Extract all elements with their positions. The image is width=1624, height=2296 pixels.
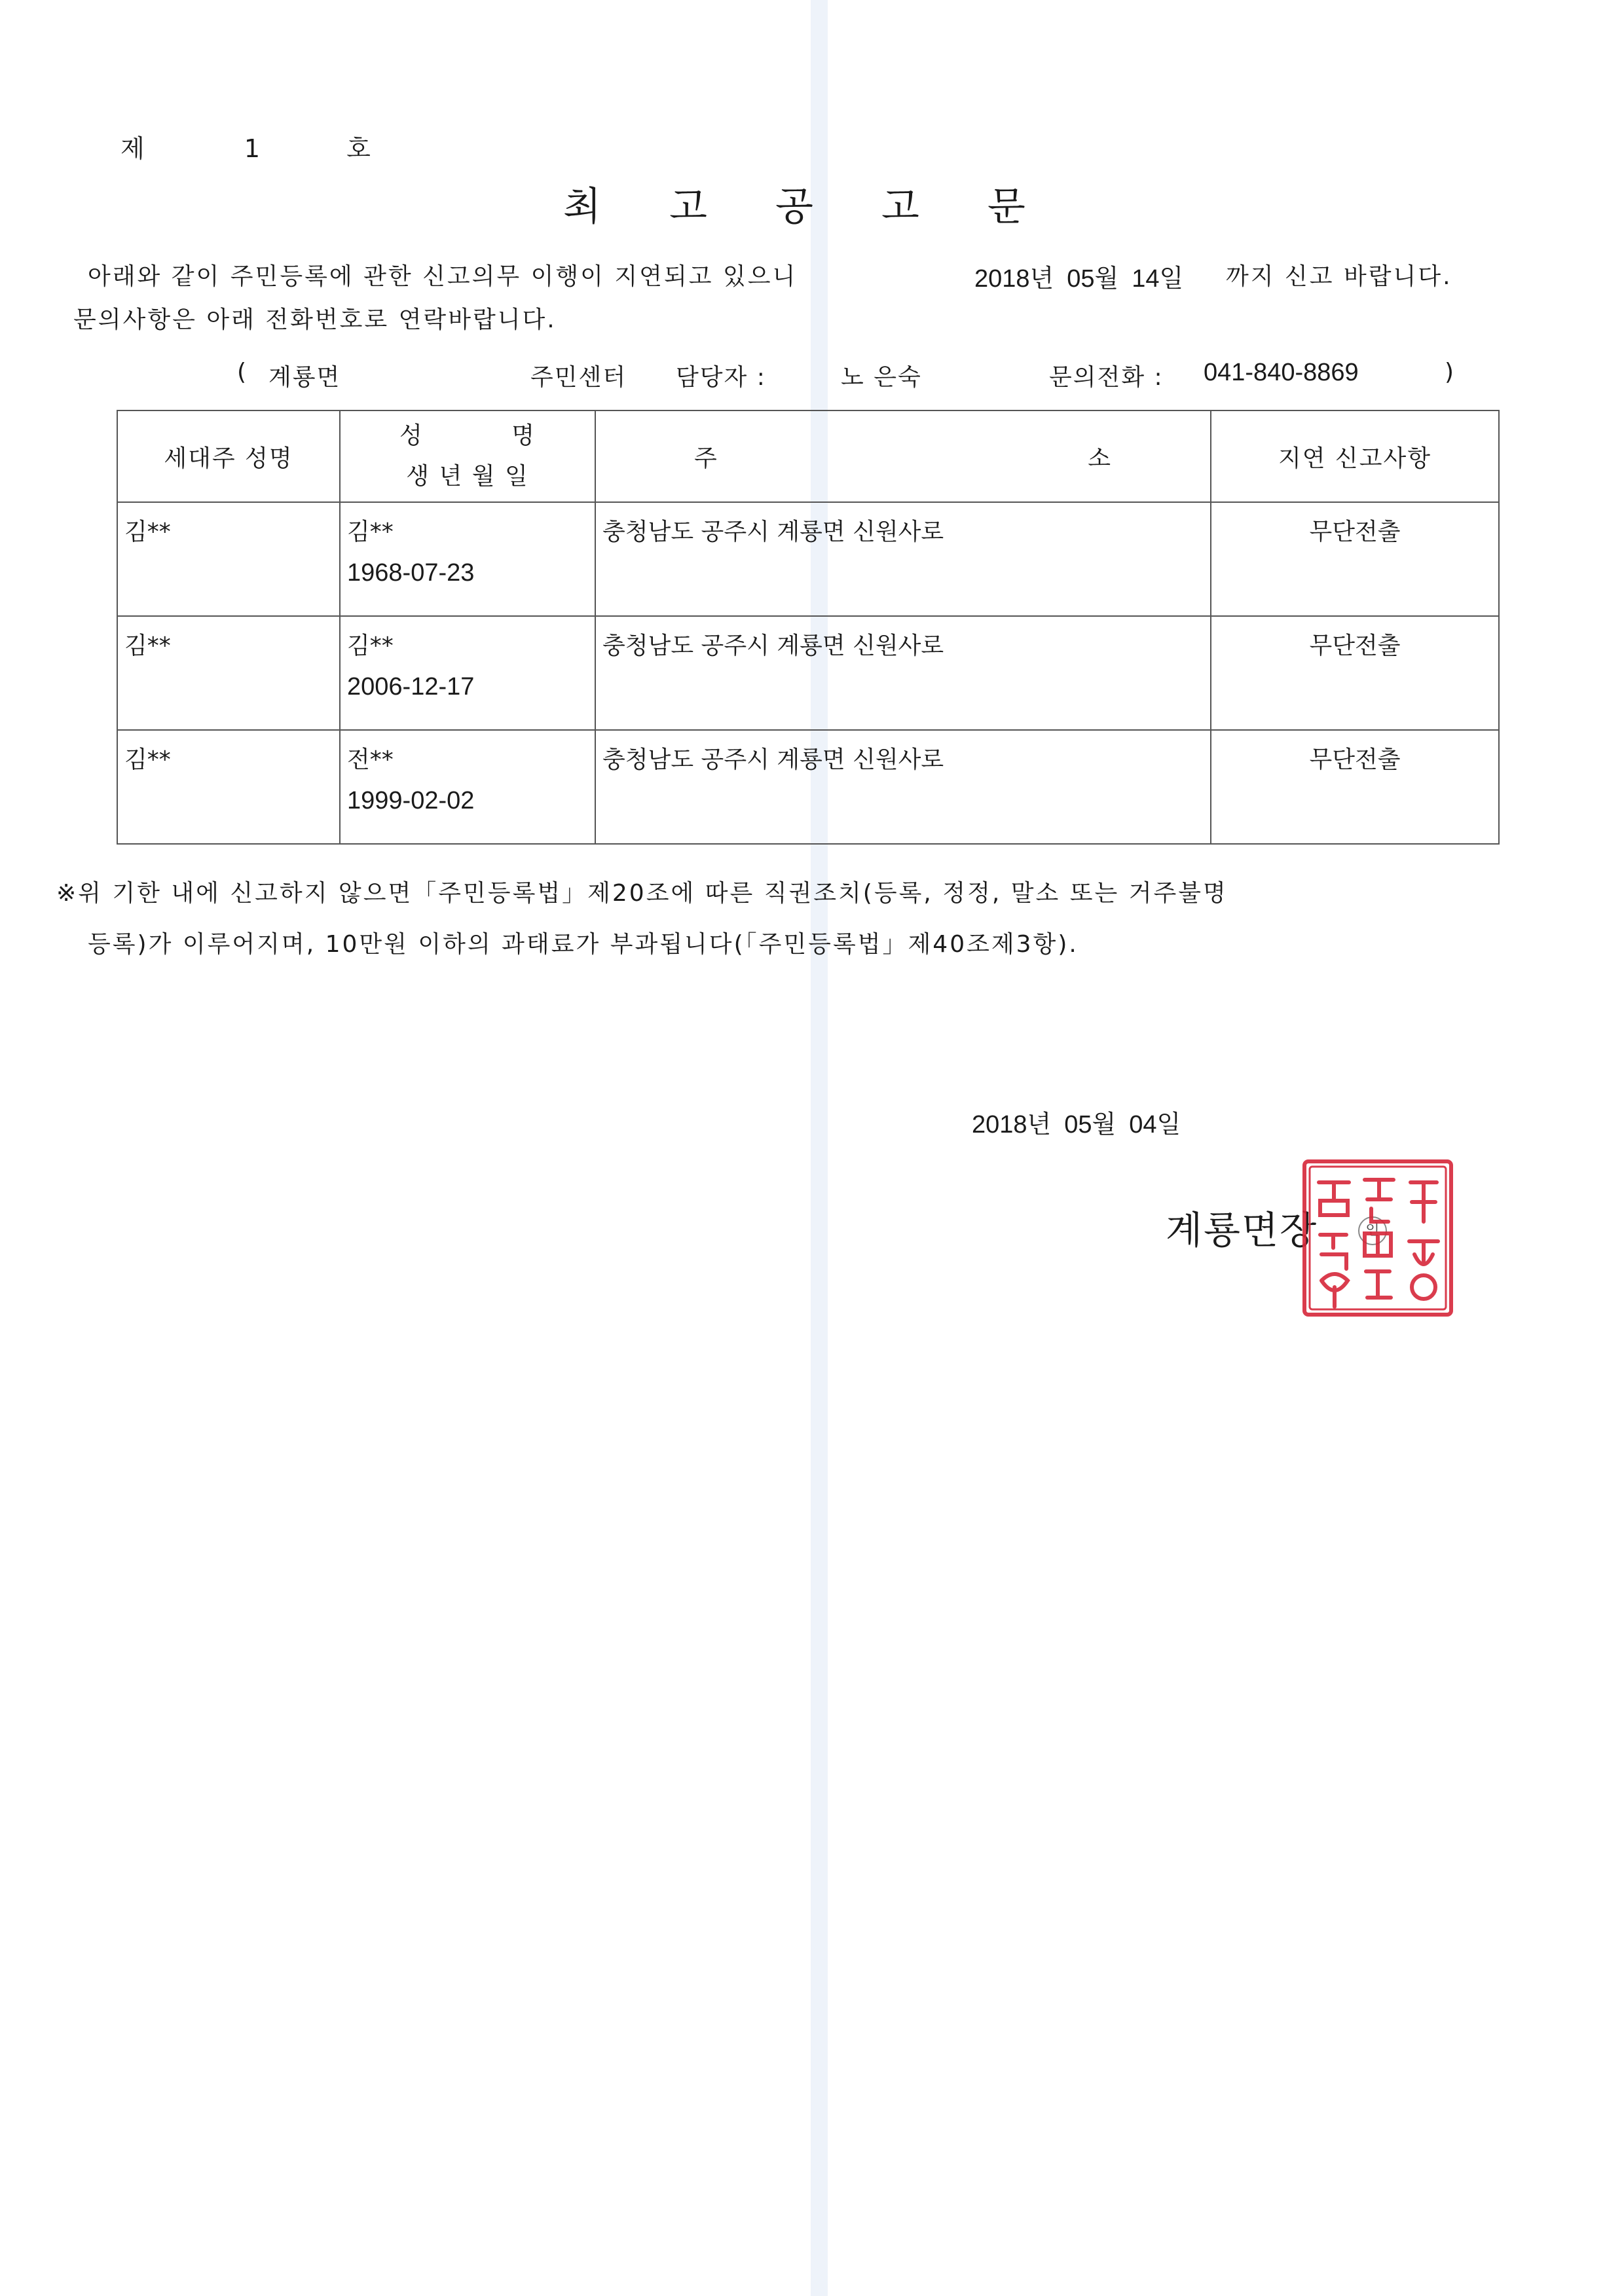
contact-phone-label: 문의전화 : <box>1049 364 1164 391</box>
table-row <box>117 730 1499 844</box>
row-name: 김** <box>347 519 394 545</box>
contact-close-paren: ) <box>1445 359 1456 386</box>
row-matter: 무단전출 <box>1309 519 1401 545</box>
deadline-month: 05월 <box>1067 265 1119 293</box>
document-number <box>120 128 371 164</box>
issue-day: 04일 <box>1129 1111 1181 1139</box>
doc-number-value: 1 <box>244 134 260 163</box>
row-address: 충청남도 공주시 계룡면 신원사로 <box>602 632 944 659</box>
issue-year: 2018년 <box>972 1111 1052 1139</box>
row-head-name: 김** <box>124 632 171 659</box>
contact-phone: 041-840-8869 <box>1204 359 1359 386</box>
row-name: 김** <box>347 632 394 659</box>
header-head-name: 세대주 성명 <box>117 410 340 502</box>
table-row <box>117 502 1499 616</box>
row-address: 충청남도 공주시 계룡면 신원사로 <box>602 519 944 545</box>
seal-mark-circle: 인 <box>1358 1216 1387 1245</box>
row-head-name: 김** <box>124 519 171 545</box>
row-address: 충청남도 공주시 계룡면 신원사로 <box>602 746 944 773</box>
intro-line-1-tail: 까지 신고 바랍니다. <box>1226 263 1452 290</box>
header-address-left: 주 <box>694 445 718 472</box>
contact-open-paren: ( <box>237 359 248 386</box>
title-char: 공 <box>775 184 816 230</box>
page-title <box>563 175 1094 232</box>
row-name: 전** <box>347 746 394 773</box>
contact-office: 계룡면 <box>268 364 341 391</box>
notice-line-2: 등록)가 이루어지며, 10만원 이하의 과태료가 부과됩니다(「주민등록법」제40조제3항). <box>88 931 1079 958</box>
title-char: 최 <box>563 184 604 230</box>
contact-staff-label: 담당자 : <box>676 364 766 391</box>
issue-month: 05월 <box>1064 1111 1116 1139</box>
header-address <box>595 410 1211 502</box>
intro-line-1: 아래와 같이 주민등록에 관한 신고의무 이행이 지연되고 있으니 <box>88 263 798 290</box>
header-address-right: 소 <box>1088 445 1112 472</box>
intro-line-2: 문의사항은 아래 전화번호로 연락바랍니다. <box>73 306 557 333</box>
row-matter: 무단전출 <box>1309 632 1401 659</box>
table-header-row <box>117 410 1499 502</box>
contact-center: 주민센터 <box>530 364 627 391</box>
table-row <box>117 616 1499 730</box>
official-seal-stamp <box>1299 1156 1456 1320</box>
row-matter: 무단전출 <box>1309 746 1401 773</box>
deadline-year: 2018년 <box>974 265 1054 293</box>
row-birth: 2006-12-17 <box>347 673 475 701</box>
contact-staff: 노 은숙 <box>841 364 922 391</box>
header-name-birth <box>340 410 595 502</box>
deadline-date <box>974 258 1196 294</box>
header-birth: 생 년 월 일 <box>406 463 529 490</box>
doc-number-prefix: 제 <box>120 134 145 163</box>
notice-line-1: ※위 기한 내에 신고하지 않으면「주민등록법」제20조에 따른 직권조치(등록, 정정, 말소 또는 거주불명 <box>56 880 1228 907</box>
scan-shading <box>811 0 828 2296</box>
title-char: 문 <box>987 184 1028 230</box>
deadline-day: 14일 <box>1132 265 1184 293</box>
header-matter: 지연 신고사항 <box>1211 410 1499 502</box>
signer-title: 계룡면장 <box>1166 1208 1318 1252</box>
row-head-name: 김** <box>124 746 171 773</box>
row-birth: 1968-07-23 <box>347 559 475 587</box>
doc-number-suffix: 호 <box>346 134 371 163</box>
notice-table <box>117 410 1500 845</box>
row-birth: 1999-02-02 <box>347 787 475 814</box>
issue-date <box>972 1104 1194 1140</box>
title-char: 고 <box>881 184 922 230</box>
header-name: 성 명 <box>399 422 536 449</box>
title-char: 고 <box>669 184 710 230</box>
